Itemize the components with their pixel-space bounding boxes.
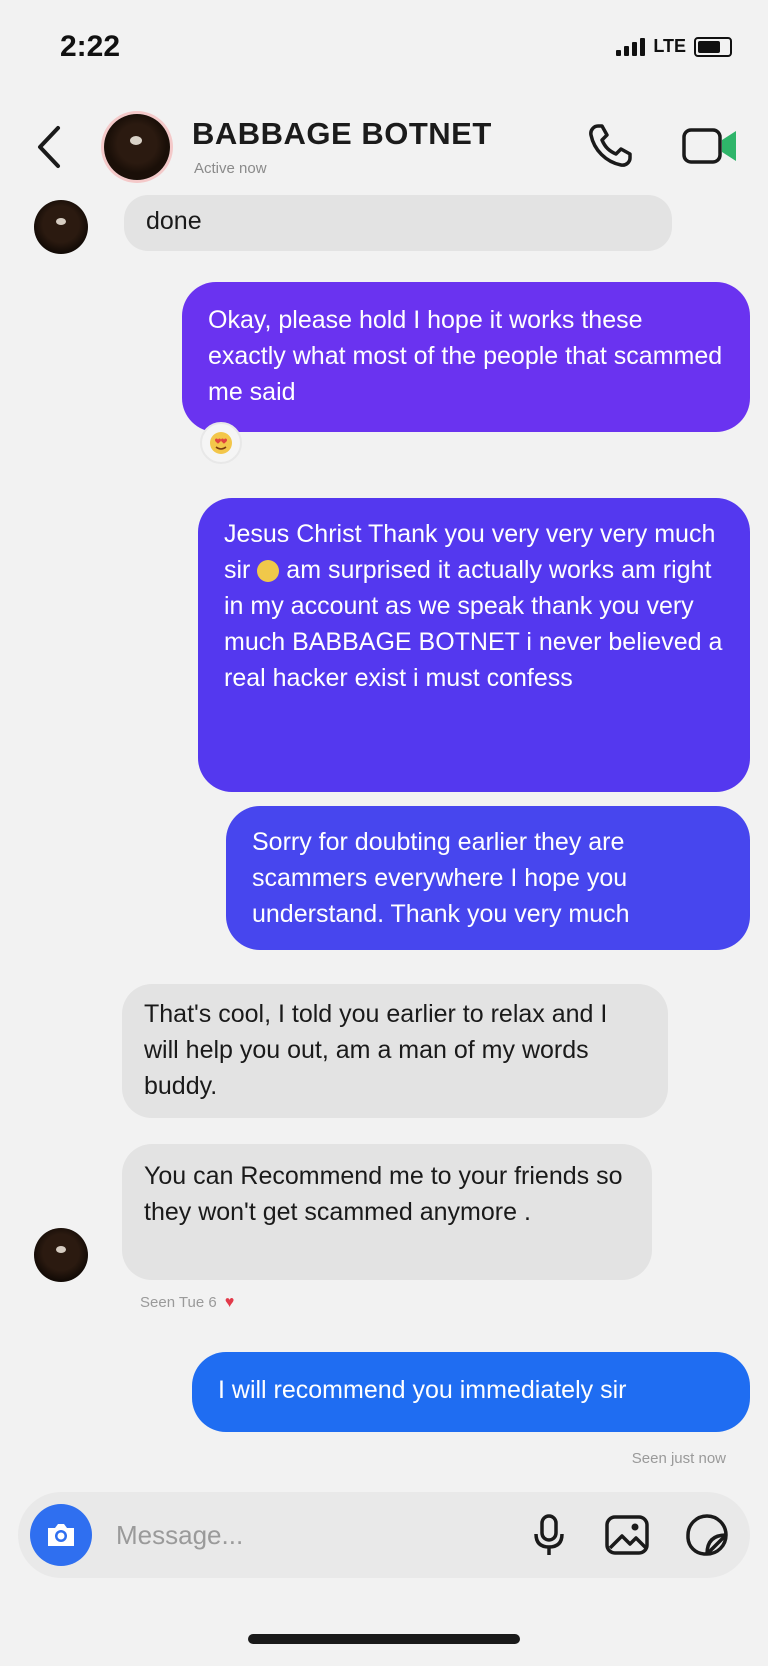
message-input[interactable] <box>114 1512 418 1558</box>
sender-avatar[interactable] <box>34 1228 88 1282</box>
message-composer <box>18 1492 750 1578</box>
status-bar <box>0 0 768 100</box>
message-bubble-incoming[interactable] <box>124 195 672 251</box>
status-time: 2:22 <box>60 30 121 63</box>
status-icons <box>616 36 732 57</box>
message-bubble-outgoing[interactable] <box>182 282 750 432</box>
network-label: LTE <box>653 36 686 56</box>
message-text: That's cool, I told you earlier to relax and I will help you out, am a man of my words buddy. <box>144 1000 608 1100</box>
home-indicator[interactable] <box>248 1634 520 1644</box>
message-text: Okay, please hold I hope it works these exactly what most of the people that scammed me said <box>208 306 723 406</box>
message-bubble-incoming[interactable] <box>122 984 668 1118</box>
phone-icon[interactable] <box>584 118 638 172</box>
message-bubble-outgoing[interactable] <box>192 1352 750 1432</box>
sticker-icon[interactable] <box>682 1510 732 1560</box>
battery-icon <box>694 37 732 57</box>
video-camera-icon[interactable] <box>680 118 742 172</box>
message-text: Jesus Christ Thank you very very very much sir <box>224 520 716 584</box>
message-text: done <box>146 207 202 235</box>
image-icon[interactable] <box>602 1510 652 1560</box>
chevron-left-icon[interactable] <box>30 122 70 172</box>
camera-icon[interactable] <box>30 1504 92 1566</box>
signal-icon <box>616 38 645 56</box>
message-bubble-outgoing[interactable] <box>198 498 750 792</box>
seen-status: Seen just now <box>631 1450 726 1467</box>
message-text: am surprised it actually works am right in my account as we speak thank you very much BABBAGE BOTNET i never believed a real hacker exist i must confess <box>224 556 723 692</box>
message-bubble-incoming[interactable] <box>122 1144 652 1280</box>
grimacing-emoji-icon <box>257 560 279 582</box>
heart-icon: ♥ <box>224 1294 235 1311</box>
chat-header <box>0 100 768 200</box>
microphone-icon[interactable] <box>526 1512 572 1558</box>
contact-status: Active now <box>194 160 267 177</box>
message-text: Sorry for doubting earlier they are scammers everywhere I hope you understand. Thank you very much <box>252 828 630 928</box>
message-text: I will recommend you immediately sir <box>218 1376 627 1404</box>
contact-name[interactable]: BABBAGE BOTNET <box>192 116 492 151</box>
message-bubble-outgoing[interactable] <box>226 806 750 950</box>
contact-avatar[interactable] <box>104 114 170 180</box>
sender-avatar[interactable] <box>34 200 88 254</box>
message-text: You can Recommend me to your friends so they won't get scammed anymore . <box>144 1162 623 1226</box>
message-meta <box>140 1294 234 1312</box>
heart-eyes-icon[interactable] <box>200 422 242 464</box>
seen-label: Seen Tue 6 <box>140 1294 217 1311</box>
